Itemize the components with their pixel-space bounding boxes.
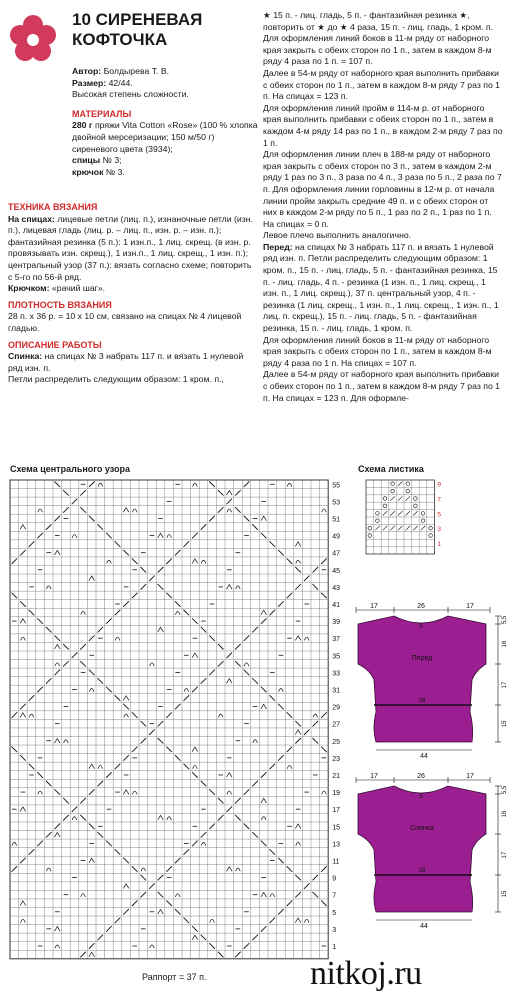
chart-row-number: 47: [332, 550, 340, 558]
right-paragraph: Перед: на спицах № 3 набрать 117 п. и вязать 1 нулевой ряд изн. п. Петли распределить следующим образом: 1 кром. п., 15 п. - лиц. гладь, 5 п. - фантазийная резинка, 15 п. - лиц. гладь, 4 п. - резинка (1 изн. п., 1 лиц. скрещ., 1 изн. п., 1 лиц. скрещ.), 37 п. центральный узор, 4 п. - резинка (1 лиц. скрещ., 1 изн. п., 1 лиц. скрещ., 1 изн. п., 1 лиц. п. скрещ.), 15 п. - лиц. гладь, 5 п. - фантазийная резинка, 15 п. - лиц. гладь, 1 кром. п.: [263, 241, 499, 334]
materials-heading: МАТЕРИАЛЫ: [72, 108, 132, 119]
chart-row-number: 29: [332, 704, 340, 712]
author-line: Автор: Болдырева Т. В.: [72, 66, 170, 76]
right-paragraph: Далее в 54-м ряду от наборного края выполнить прибавки с обеих сторон по 1 п., затем в каждом 8-м ряду 7 раз по 1 п. На спицах = 123 п. Для оформле-: [263, 369, 501, 403]
schematic-dim-label: 44: [420, 753, 428, 760]
central-pattern-chart: [6, 478, 346, 966]
front-schematic: [352, 600, 510, 760]
neck-label: 5: [419, 794, 423, 800]
schematic-dim-label: 17: [502, 681, 508, 689]
chart-row-number: 15: [332, 824, 340, 832]
chart-row-number: 37: [332, 636, 340, 644]
schematic-dim-label: 16: [502, 640, 508, 648]
work-paragraph: Петли распределить следующим образом: 1 кром. п.,: [8, 374, 224, 385]
waist-label: 38: [418, 698, 426, 704]
chart-row-number: 17: [332, 807, 340, 815]
materials-yarn: 280 г пряжи Vita Cotton «Rose» (100 % хлопка двойной мерсеризации; 150 м/50 г) сиреневого цвета (3934);: [72, 120, 258, 154]
chart-row-number: 25: [332, 738, 340, 746]
rapport-label: Раппорт = 37 п.: [142, 972, 207, 982]
technique-paragraph: На спицах: лицевые петли (лиц. п.), изнаночные петли (изн. п.), лицевая гладь (лиц. р. – лиц. п., изн. р. – изн. п.);: [8, 213, 253, 236]
technique-paragraph: Крючком: «рачий шаг».: [8, 283, 106, 294]
leaf-row-number: 5: [437, 511, 442, 519]
intro-block: [72, 66, 262, 178]
chart-row-number: 55: [332, 482, 340, 490]
leaf-row-number: 3: [437, 526, 442, 534]
right-paragraph: ★ 15 п. - лиц. гладь, 5 п. - фантазийная резинка ★, повторить от ★ до ★ 4 раза, 15 п. - лиц. гладь, 1 кром. п. Для оформления линий боков в 11-м ряду от наборного края закрыть с обеих сторон по 1 п., затем в каждом 8-м ряду 4 раза по 1 п. = 107 п.: [263, 10, 494, 67]
schematic-dim-label: 26: [417, 603, 425, 610]
schematic-dim-label: 5,5: [502, 615, 508, 625]
chart-row-number: 23: [332, 755, 340, 763]
chart-row-number: 3: [332, 926, 337, 934]
work-paragraph: Спинка: на спицах № 3 набрать 117 п. и вязать 1 нулевой ряд изн. п.: [8, 351, 244, 373]
technique-heading: ТЕХНИКА ВЯЗАНИЯ: [8, 202, 98, 212]
chart-row-number: 51: [332, 516, 340, 524]
chart-row-number: 43: [332, 584, 340, 592]
right-paragraph: Для оформления линии плеч в 188-м ряду от наборного края закрыть с обеих сторон по 3 п., затем в каждом 2-м ряду 1 раз по 3 п., 3 раза по 4 п., 3 раза по 5 п., 2 раза по 7 п. Для оформления линии горловины в 12-м р. от начала линии пройм закрыть средние 49 п. и с обеих сторон от них в каждом 2-м ряду по 5 п., 1 раз по 2 п., 1 раз по 1 п. На спицах = 0 п.: [263, 149, 502, 229]
density-heading: ПЛОТНОСТЬ ВЯЗАНИЯ: [8, 299, 112, 310]
right-paragraph: Для оформления линий пройм в 114-м р. от наборного края выполнить прибавки с обеих сторон по 1 п., затем в каждом 4-м ряду 14 раз по 1 п., в каждом 2-м ряду 7 раз по 1 п.: [263, 102, 503, 148]
left-text-column: [8, 197, 258, 386]
flower-logo-icon: [8, 14, 58, 64]
chart-row-number: 39: [332, 619, 340, 627]
schematic-dim-label: 17: [370, 603, 378, 610]
garment-body: [358, 786, 486, 912]
materials-hook: крючок № 3.: [72, 166, 125, 177]
chart-row-number: 7: [332, 892, 337, 900]
leaf-row-number: 7: [437, 496, 442, 504]
right-paragraph: Левое плечо выполнить аналогично.: [263, 230, 412, 241]
density-text: 28 п. х 36 р. = 10 х 10 см, связано на спицах № 4 лицевой гладью.: [8, 311, 242, 333]
schematic-dim-label: 26: [417, 773, 425, 780]
schematic-dim-label: 44: [420, 923, 428, 930]
chart-row-number: 45: [332, 567, 340, 575]
chart-row-number: 1: [332, 943, 337, 951]
schematic-dim-label: 5,5: [502, 785, 508, 795]
difficulty-line: Высокая степень сложности.: [72, 89, 189, 100]
chart-row-number: 5: [332, 909, 337, 917]
leaf-chart-caption: Схема листика: [358, 464, 424, 474]
pattern-title: 10 СИРЕНЕВАЯ КОФТОЧКА: [72, 10, 203, 49]
work-heading: ОПИСАНИЕ РАБОТЫ: [8, 339, 102, 350]
schematic-dim-label: 15: [502, 720, 508, 728]
chart-row-number: 49: [332, 533, 340, 541]
schematic-dim-label: 17: [370, 773, 378, 780]
chart-row-number: 13: [332, 841, 340, 849]
schematic-dim-label: 17: [466, 773, 474, 780]
garment-body: [358, 616, 486, 742]
schematic-dim-label: 16: [502, 810, 508, 818]
chart-row-number: 53: [332, 499, 340, 507]
chart-row-number: 33: [332, 670, 340, 678]
schematic-dim-label: 15: [502, 890, 508, 898]
chart-row-number: 31: [332, 687, 340, 695]
chart-row-number: 21: [332, 772, 340, 780]
main-chart-caption: Схема центрального узора: [10, 464, 131, 474]
back-schematic: [352, 770, 510, 940]
chart-row-number: 35: [332, 653, 340, 661]
chart-row-number: 9: [332, 875, 337, 883]
leaf-row-number: 1: [437, 540, 442, 548]
chart-row-number: 11: [332, 858, 340, 866]
technique-paragraph: центральный узор (37 п.): вязать согласно схеме; повторить с 5-го по 56-й ряд.: [8, 259, 252, 282]
chart-row-number: 27: [332, 721, 340, 729]
chart-row-number: 19: [332, 790, 340, 798]
technique-paragraph: фантазийная резинка (5 п.): 1 изн.п., 1 лиц. скрещ. (в изн. р. провязывать изн. скрещ.), 1 изн.п., 1 лиц. скрещ., 1 изн. п.);: [8, 236, 251, 259]
leaf-chart: [364, 478, 448, 558]
leaf-row-number: 9: [437, 481, 442, 489]
garment-label: Спинка: [410, 825, 434, 832]
right-text-column: [263, 10, 503, 404]
right-paragraph: Для оформления линий боков в 11-м ряду от наборного края закрыть с обеих сторон по 1 п., затем в каждом 8-м ряду 4 раза по 1 п. На спицах = 107 п.: [263, 334, 492, 368]
right-paragraph: Далее в 54-м ряду от наборного края выполнить прибавки с обеих сторон по 1 п., затем в каждом 8-м ряду 7 раз по 1 п. На спицах = 123 п.: [263, 67, 501, 102]
neck-label: 5: [419, 624, 423, 630]
materials-needles: спицы № 3;: [72, 155, 122, 166]
size-line: Размер: 42/44.: [72, 77, 133, 88]
garment-label: Перед: [411, 655, 433, 662]
schematic-dim-label: 17: [466, 603, 474, 610]
chart-row-number: 41: [332, 601, 340, 609]
schematic-dim-label: 17: [502, 851, 508, 859]
watermark: nitkoj.ru: [310, 955, 422, 992]
waist-label: 38: [418, 868, 426, 874]
